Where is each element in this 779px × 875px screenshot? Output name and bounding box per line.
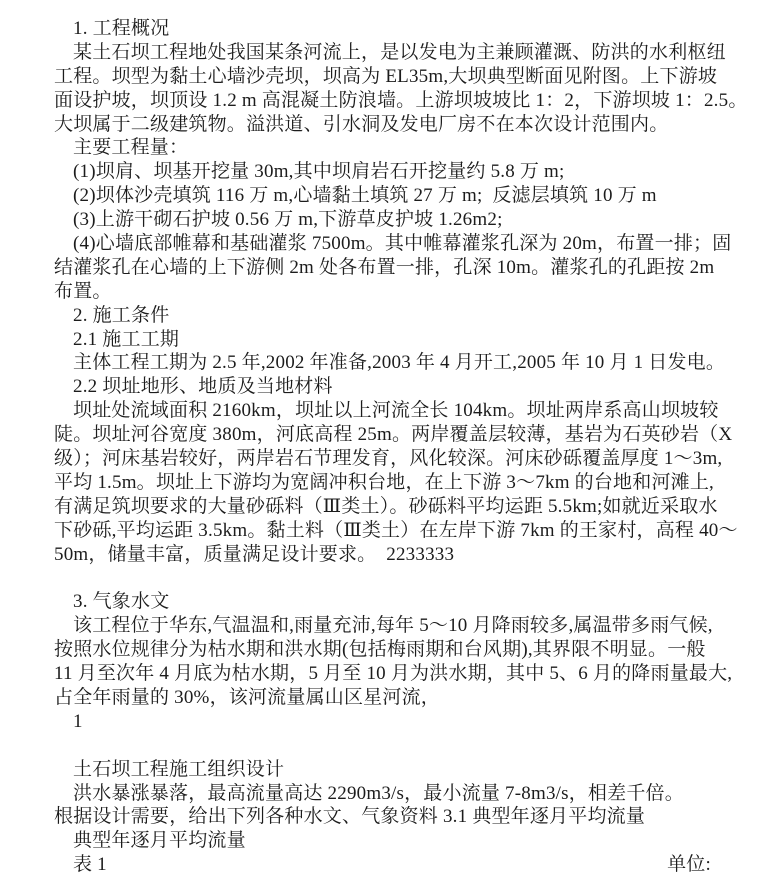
text-line: 11 月至次年 4 月底为枯水期，5 月至 10 月为洪水期，其中 5、6 月的降雨量最大, [54,663,733,685]
unit-label: 单位: [667,854,711,875]
text-line: 面设护坡，坝顶设 1.2 m 高混凝土防浪墙。上游坝坡坡比 1：2，下游坝坡 1：2.5。 [54,89,748,111]
section-heading: 2. 施工条件 [73,304,170,326]
text-line: 根据设计需要，给出下列各种水文、气象资料 3.1 典型年逐月平均流量 [54,806,646,828]
text-line: 50m，储量丰富，质量满足设计要求。 2233333 [54,543,455,565]
text-line: 工程。坝型为黏土心墙沙壳坝，坝高为 EL35m,大坝典型断面见附图。上下游坡 [54,65,718,87]
text-line: 平均 1.5m。坝址上下游均为宽阔冲积台地，在上下游 3～7km 的台地和河滩上, [54,471,715,493]
table-caption [54,853,721,875]
text-line: 大坝属于二级建筑物。溢洪道、引水洞及发电厂房不在本次设计范围内。 [54,113,669,135]
text-line: 占全年雨量的 30%，该河流量属山区星河流， [54,686,440,708]
text-line: (3)上游干砌石护坡 0.56 万 m,下游草皮护坡 1.26m2; [73,209,503,231]
page-number: 1 [73,710,83,732]
text-line: 坝址处流域面积 2160km，坝址以上河流全长 104km。坝址两岸系高山坝坡较 [73,400,719,422]
blank-line [54,734,721,758]
text-line: 主体工程工期为 2.5 年,2002 年准备,2003 年 4 月开工,2005 年 10 月 1 日发电。 [73,352,726,374]
table-number-label: 表 1 [73,854,107,875]
section-heading: 2.1 施工工期 [73,328,180,350]
text-line: 陡。坝址河谷宽度 380m，河底高程 25m。两岸覆盖层较薄，基岩为石英砂岩（X [54,424,733,446]
text-line: 有满足筑坝要求的大量砂砾料（Ⅲ类土）。砂砾料平均运距 5.5km;如就近采取水 [54,495,718,517]
text-line: 级）；河床基岩较好，两岸岩石节理发育，风化较深。河床砂砾覆盖厚度 1～3m, [54,448,723,470]
text-line: 典型年逐月平均流量 [73,830,246,852]
text-line: 洪水暴涨暴落，最高流量高达 2290m3/s，最小流量 7-8m3/s，相差千倍。 [73,782,684,804]
text-line: 布置。 [54,280,112,302]
text-line: (2)坝体沙壳填筑 116 万 m,心墙黏土填筑 27 万 m; 反滤层填筑 10 万 m [73,185,657,207]
section-heading: 2.2 坝址地形、地质及当地材料 [73,376,333,398]
text-line: 下砂砾,平均运距 3.5km。黏土料（Ⅲ类土）在左岸下游 7km 的王家村，高程 40～ [54,519,738,541]
section-heading: 3. 气象水文 [73,591,170,613]
text-line: 某土石坝工程地处我国某条河流上，是以发电为主兼顾灌溉、防洪的水利枢纽 [73,41,726,63]
text-line: 该工程位于华东,气温温和,雨量充沛,每年 5～10 月降雨较多,属温带多雨气候, [73,615,713,637]
text-line: 主要工程量： [73,137,189,159]
section-heading: 1. 工程概况 [73,18,170,39]
blank-line [54,566,721,590]
text-line: (4)心墙底部帷幕和基础灌浆 7500m。其中帷幕灌浆孔深为 20m，布置一排；固 [73,233,732,255]
text-line: 按照水位规律分为枯水期和洪水期(包括梅雨期和台风期),其界限不明显。一般 [54,639,706,661]
document-title: 土石坝工程施工组织设计 [73,758,285,780]
text-line: (1)坝肩、坝基开挖量 30m,其中坝肩岩石开挖量约 5.8 万 m; [73,161,565,183]
text-line: 结灌浆孔在心墙的上下游侧 2m 处各布置一排，孔深 10m。灌浆孔的孔距按 2m [54,256,715,278]
